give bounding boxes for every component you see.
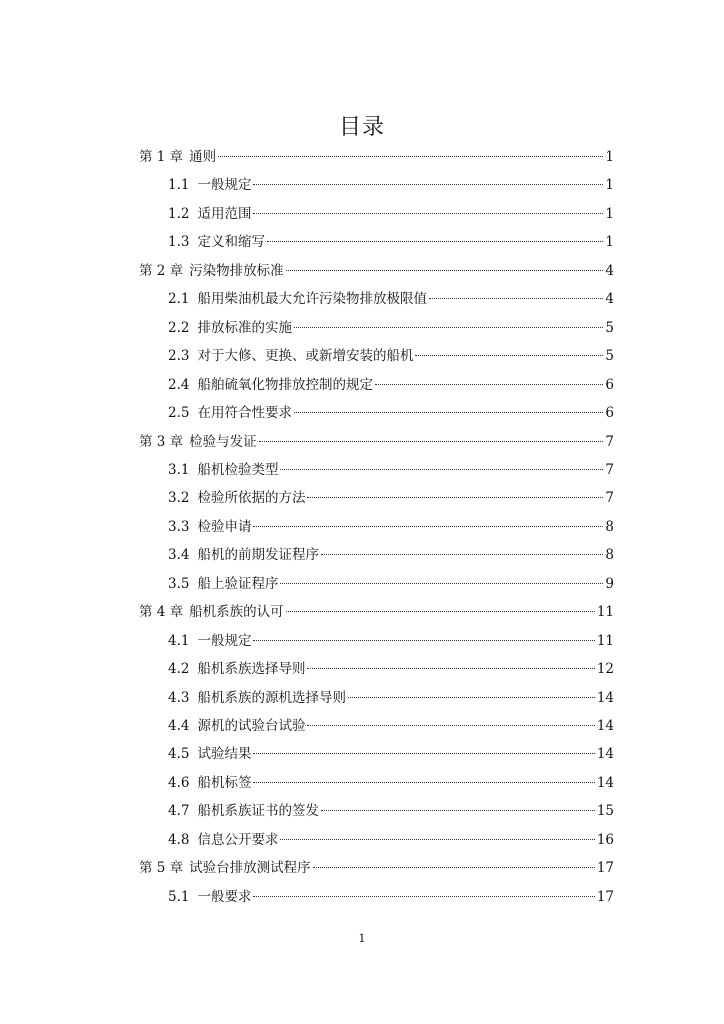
toc-entry-title: 船机系族的源机选择导则 [197, 689, 346, 706]
toc-entry-number: 1.2 [168, 205, 190, 222]
toc-entry-number: 1.1 [168, 177, 190, 194]
toc-entry-number: 3.2 [168, 490, 190, 507]
toc-dot-leader [294, 327, 603, 328]
toc-dot-leader [307, 725, 594, 726]
toc-section-entry[interactable] [168, 659, 614, 679]
toc-dot-leader [294, 412, 603, 413]
toc-section-entry[interactable] [168, 716, 614, 736]
toc-entry-title: 定义和缩写 [197, 234, 265, 251]
toc-section-entry[interactable] [168, 801, 614, 821]
toc-entry-page: 11 [596, 632, 614, 649]
toc-entry-page: 7 [605, 433, 614, 450]
toc-section-entry[interactable] [168, 517, 614, 537]
toc-chapter-entry[interactable] [139, 602, 614, 622]
toc-section-entry[interactable] [168, 289, 614, 309]
toc-section-entry[interactable] [168, 204, 614, 224]
toc-entry-number: 3.5 [168, 575, 190, 592]
toc-entry-page: 8 [605, 547, 614, 564]
toc-entry-title: 船机标签 [197, 774, 252, 791]
toc-entry-title: 船机系族证书的签发 [197, 803, 319, 820]
toc-entry-page: 1 [605, 149, 614, 165]
toc-entry-number: 第 5 章 [139, 860, 184, 877]
toc-entry-title: 通则 [189, 149, 217, 165]
toc-entry-number: 第 3 章 [139, 433, 184, 450]
toc-entry-page: 6 [605, 405, 614, 422]
toc-section-entry[interactable] [168, 574, 614, 594]
toc-section-entry[interactable] [168, 460, 614, 480]
toc-chapter-entry[interactable] [139, 432, 614, 452]
toc-entry-page: 7 [605, 490, 614, 507]
toc-entry-title: 船机的前期发证程序 [197, 547, 319, 564]
toc-entry-title: 一般要求 [197, 888, 252, 905]
toc-dot-leader [321, 810, 595, 811]
toc-entry-page: 5 [605, 319, 614, 336]
toc-dot-leader [375, 384, 603, 385]
toc-entry-title: 检验与发证 [189, 433, 257, 450]
toc-dot-leader [286, 611, 595, 612]
toc-entry-title: 试验台排放测试程序 [189, 860, 311, 877]
toc-dot-leader [286, 270, 604, 271]
toc-entry-number: 第 2 章 [139, 262, 184, 279]
toc-dot-leader [307, 497, 603, 498]
toc-entry-page: 1 [605, 177, 614, 194]
toc-entry-page: 1 [605, 205, 614, 222]
toc-entry-title: 船机检验类型 [197, 461, 279, 478]
toc-entry-page: 6 [605, 376, 614, 393]
toc-entry-title: 船舶硫氧化物排放控制的规定 [197, 376, 373, 393]
toc-entry-title: 源机的试验台试验 [197, 718, 306, 734]
toc-chapter-entry[interactable] [139, 858, 614, 878]
toc-entry-number: 3.3 [168, 518, 190, 535]
toc-entry-title: 对于大修、更换、或新增安装的船机 [197, 348, 414, 365]
toc-entry-title: 信息公开要求 [197, 831, 279, 848]
toc-section-entry[interactable] [168, 375, 614, 395]
toc-entry-title: 船机系族的认可 [189, 604, 284, 621]
toc-entry-number: 第 4 章 [139, 604, 184, 621]
toc-entry-number: 4.5 [168, 746, 190, 763]
toc-entry-title: 船用柴油机最大允许污染物排放极限值 [197, 291, 427, 308]
toc-entry-number: 第 1 章 [139, 149, 184, 165]
toc-entry-page: 14 [596, 746, 614, 763]
toc-entry-number: 4.3 [168, 689, 190, 706]
toc-entry-title: 试验结果 [197, 746, 252, 763]
toc-entry-number: 2.3 [168, 348, 190, 365]
toc-section-entry[interactable] [168, 631, 614, 651]
toc-entry-number: 4.8 [168, 831, 190, 848]
toc-entry-title: 船机系族选择导则 [197, 661, 306, 678]
toc-section-entry[interactable] [168, 830, 614, 850]
toc-entry-number: 2.2 [168, 319, 190, 336]
toc-dot-leader [253, 640, 594, 641]
toc-dot-leader [253, 213, 603, 214]
toc-dot-leader [267, 241, 603, 242]
toc-entry-page: 17 [596, 860, 614, 877]
toc-section-entry[interactable] [168, 545, 614, 565]
toc-dot-leader [313, 867, 595, 868]
toc-entry-number: 1.3 [168, 234, 190, 251]
toc-dot-leader [253, 782, 594, 783]
toc-section-entry[interactable] [168, 346, 614, 366]
toc-entry-number: 4.6 [168, 774, 190, 791]
toc-entry-page: 12 [596, 661, 614, 678]
toc-section-entry[interactable] [168, 488, 614, 508]
toc-entry-page: 14 [596, 718, 614, 734]
toc-dot-leader [348, 697, 595, 698]
toc-entry-title: 船上验证程序 [197, 575, 279, 592]
toc-entry-page: 5 [605, 348, 614, 365]
toc-entry-number: 5.1 [168, 888, 190, 905]
toc-entry-page: 14 [596, 689, 614, 706]
toc-dot-leader [415, 355, 603, 356]
toc-entry-page: 1 [605, 234, 614, 251]
toc-entry-number: 2.1 [168, 291, 190, 308]
toc-entry-page: 16 [596, 831, 614, 848]
toc-entry-title: 排放标准的实施 [197, 319, 292, 336]
toc-dot-leader [280, 583, 603, 584]
toc-entry-page: 4 [605, 262, 614, 279]
toc-entry-number: 3.4 [168, 547, 190, 564]
toc-chapter-entry[interactable] [139, 261, 614, 281]
toc-entry-page: 15 [596, 803, 614, 820]
toc-entry-number: 4.1 [168, 632, 190, 649]
toc-dot-leader [307, 668, 594, 669]
page-footer-number: 1 [358, 932, 366, 945]
toc-dot-leader [280, 469, 603, 470]
toc-section-entry[interactable] [168, 232, 614, 252]
toc-section-entry[interactable] [168, 887, 614, 907]
toc-entry-number: 4.7 [168, 803, 190, 820]
toc-entry-number: 3.1 [168, 461, 190, 478]
page-title: 目录 [338, 115, 385, 140]
toc-section-entry[interactable] [168, 175, 614, 195]
toc-dot-leader [218, 156, 603, 157]
toc-entry-title: 适用范围 [197, 205, 252, 222]
toc-dot-leader [259, 441, 604, 442]
toc-section-entry[interactable] [168, 318, 614, 338]
toc-entry-page: 8 [605, 518, 614, 535]
toc-section-entry[interactable] [168, 403, 614, 423]
toc-entry-title: 检验申请 [197, 518, 252, 535]
toc-entry-page: 9 [605, 575, 614, 592]
toc-dot-leader [321, 554, 603, 555]
toc-entry-number: 4.4 [168, 718, 190, 734]
toc-entry-title: 污染物排放标准 [189, 262, 284, 279]
toc-entry-page: 4 [605, 291, 614, 308]
toc-dot-leader [429, 298, 603, 299]
toc-entry-page: 14 [596, 774, 614, 791]
toc-chapter-entry[interactable] [139, 147, 614, 167]
toc-entry-number: 2.4 [168, 376, 190, 393]
toc-entry-title: 一般规定 [197, 177, 252, 194]
toc-dot-leader [280, 839, 594, 840]
toc-entry-title: 检验所依据的方法 [197, 490, 306, 507]
toc-entry-number: 4.2 [168, 661, 190, 678]
toc-entry-number: 2.5 [168, 405, 190, 422]
toc-entry-title: 在用符合性要求 [197, 405, 292, 422]
toc-section-entry[interactable] [168, 688, 614, 708]
toc-dot-leader [253, 184, 603, 185]
toc-section-entry[interactable] [168, 773, 614, 793]
toc-dot-leader [253, 753, 594, 754]
toc-entry-page: 7 [605, 461, 614, 478]
toc-section-entry[interactable] [168, 744, 614, 764]
toc-entry-page: 17 [596, 888, 614, 905]
toc-dot-leader [253, 526, 603, 527]
toc-dot-leader [253, 896, 594, 897]
toc-entry-page: 11 [596, 604, 614, 621]
toc-entry-title: 一般规定 [197, 632, 252, 649]
